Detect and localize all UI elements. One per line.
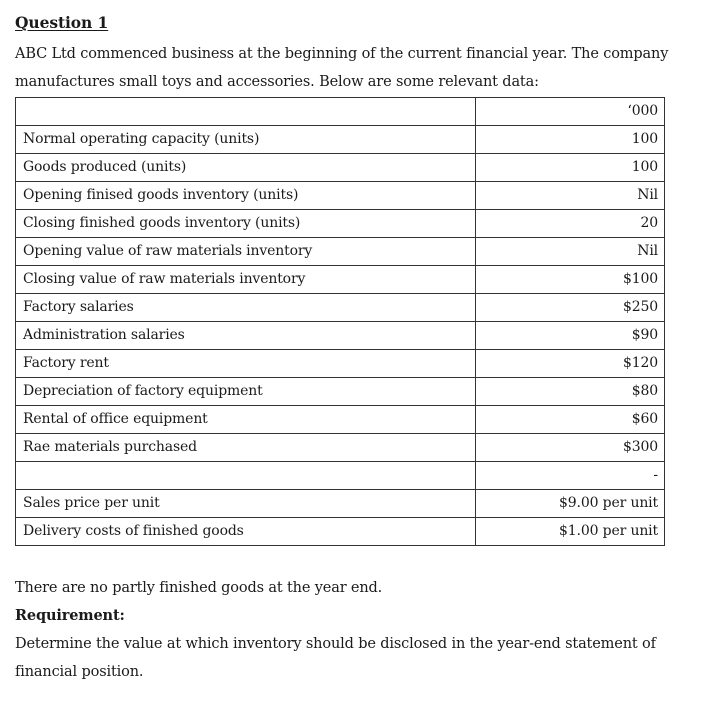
intro-line-1: ABC Ltd commenced business at the beginning of the current financial year. The company bbox=[15, 46, 669, 62]
table-header-row bbox=[16, 98, 665, 126]
table-row bbox=[16, 490, 665, 518]
intro-line-2: manufactures small toys and accessories. Below are some relevant data: bbox=[15, 74, 539, 90]
row-label: Closing finished goods inventory (units) bbox=[16, 210, 476, 238]
row-value: Nil bbox=[476, 238, 665, 266]
table-row bbox=[16, 266, 665, 294]
row-value: 100 bbox=[476, 154, 665, 182]
row-value: $60 bbox=[476, 406, 665, 434]
table-row bbox=[16, 182, 665, 210]
requirement-line-1: Determine the value at which inventory should be disclosed in the year-end statement of bbox=[15, 636, 656, 652]
footer-note: There are no partly finished goods at the year end. bbox=[15, 580, 383, 596]
row-label: Administration salaries bbox=[16, 322, 476, 350]
row-label: Sales price per unit bbox=[16, 490, 476, 518]
row-value: 100 bbox=[476, 126, 665, 154]
row-label: Factory rent bbox=[16, 350, 476, 378]
table-row bbox=[16, 210, 665, 238]
intro-paragraph bbox=[15, 40, 695, 96]
table-row bbox=[16, 378, 665, 406]
row-label: Delivery costs of finished goods bbox=[16, 518, 476, 546]
row-value: $90 bbox=[476, 322, 665, 350]
header-label-cell bbox=[16, 98, 476, 126]
table-row bbox=[16, 238, 665, 266]
row-value: $100 bbox=[476, 266, 665, 294]
row-value: $300 bbox=[476, 434, 665, 462]
table-row bbox=[16, 322, 665, 350]
row-label: Rae materials purchased bbox=[16, 434, 476, 462]
row-label: Factory salaries bbox=[16, 294, 476, 322]
row-value: Nil bbox=[476, 182, 665, 210]
row-label: Depreciation of factory equipment bbox=[16, 378, 476, 406]
row-value: $120 bbox=[476, 350, 665, 378]
question-title: Question 1 bbox=[15, 13, 109, 32]
table-row bbox=[16, 434, 665, 462]
table-row bbox=[16, 406, 665, 434]
table-row bbox=[16, 294, 665, 322]
row-label: Opening finised goods inventory (units) bbox=[16, 182, 476, 210]
footer-section bbox=[15, 574, 695, 686]
header-value-cell: ‘000 bbox=[476, 98, 665, 126]
row-label: Closing value of raw materials inventory bbox=[16, 266, 476, 294]
table-row bbox=[16, 518, 665, 546]
row-value: 20 bbox=[476, 210, 665, 238]
data-table bbox=[15, 97, 665, 546]
row-value: - bbox=[476, 462, 665, 490]
row-value: $250 bbox=[476, 294, 665, 322]
requirement-line-2: financial position. bbox=[15, 664, 144, 680]
row-value: $80 bbox=[476, 378, 665, 406]
table-row bbox=[16, 350, 665, 378]
row-value: $9.00 per unit bbox=[476, 490, 665, 518]
table-row bbox=[16, 154, 665, 182]
row-label: Opening value of raw materials inventory bbox=[16, 238, 476, 266]
table-row bbox=[16, 126, 665, 154]
row-label: Rental of office equipment bbox=[16, 406, 476, 434]
requirement-label: Requirement: bbox=[15, 607, 125, 624]
row-label: Goods produced (units) bbox=[16, 154, 476, 182]
row-value: $1.00 per unit bbox=[476, 518, 665, 546]
row-label: Normal operating capacity (units) bbox=[16, 126, 476, 154]
row-label bbox=[16, 462, 476, 490]
table-row bbox=[16, 462, 665, 490]
